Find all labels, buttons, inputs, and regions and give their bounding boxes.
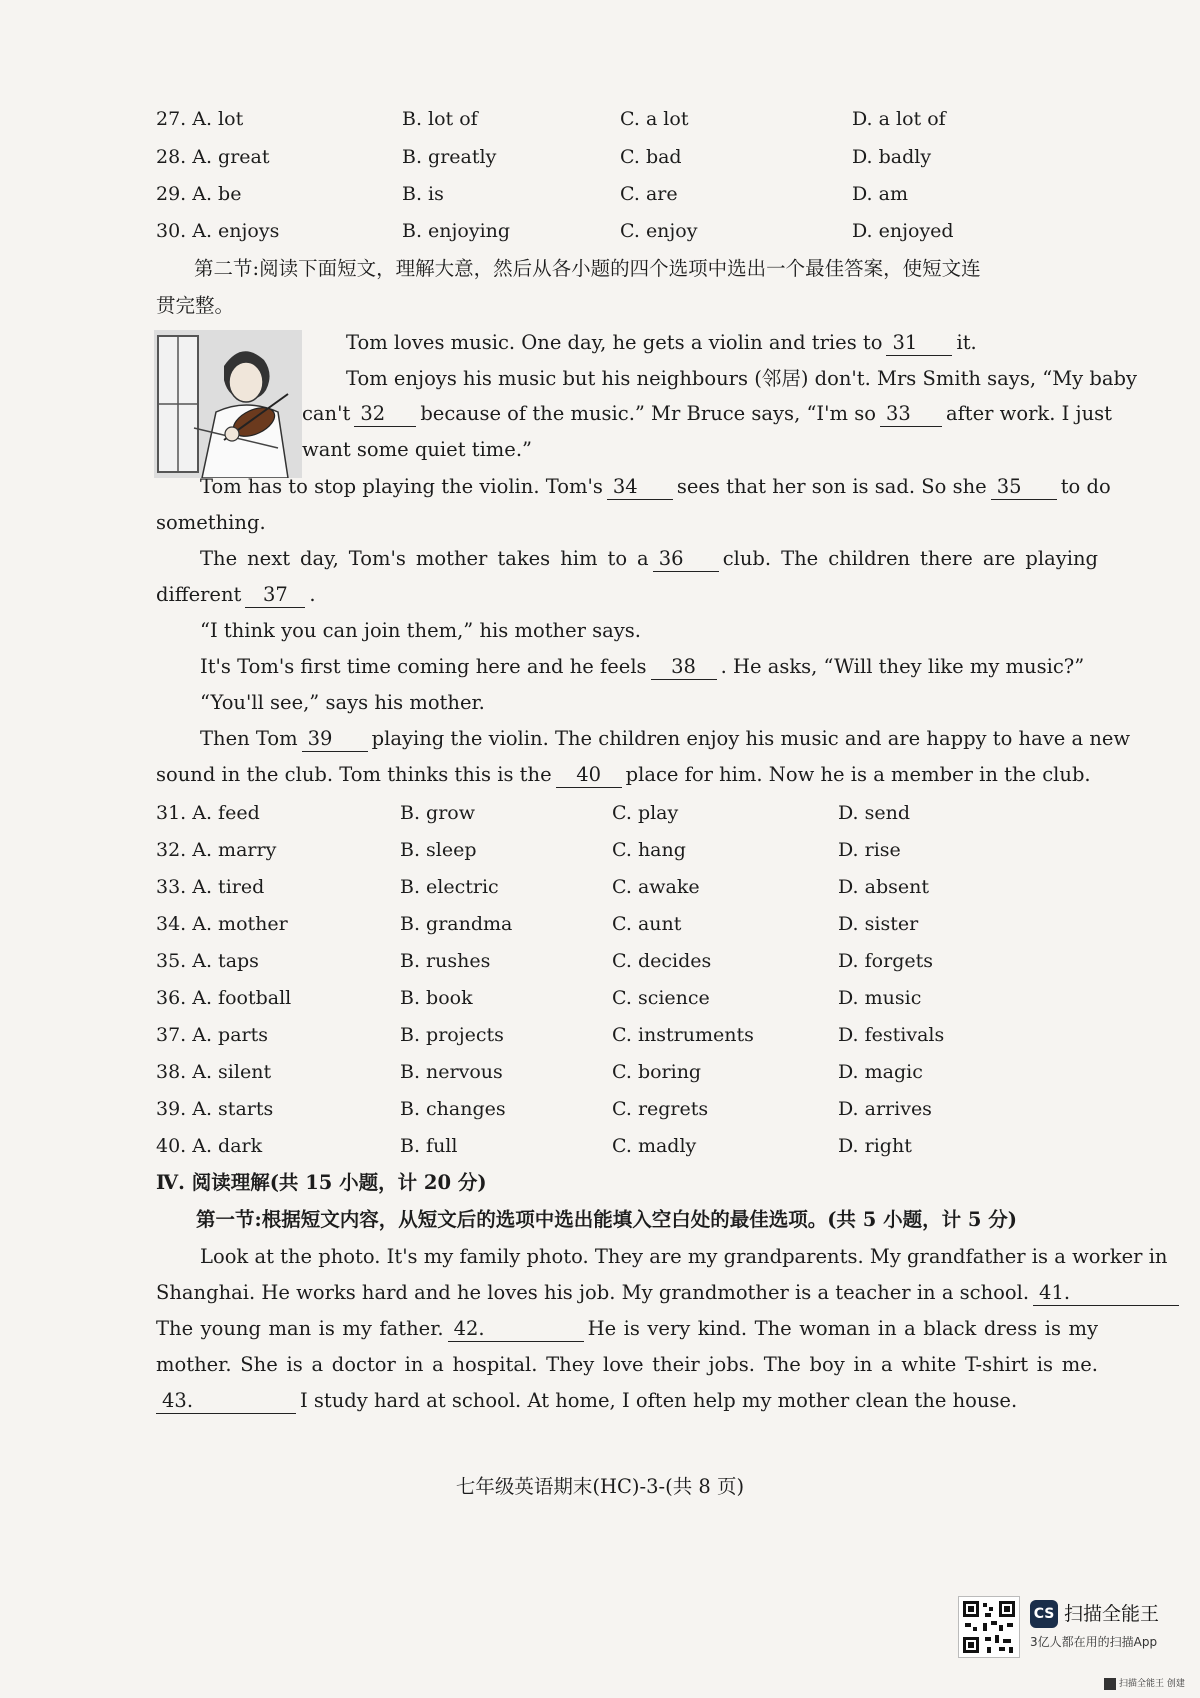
passage-line: something. (156, 511, 266, 534)
option-a: 29. A. be (156, 183, 242, 205)
option-a: 31. A. feed (156, 802, 260, 824)
option-a: 37. A. parts (156, 1024, 269, 1046)
option-c: C. instruments (612, 1024, 754, 1046)
option-b: B. book (400, 987, 473, 1009)
passage-line: Tom enjoys his music but his neighbours (邻居) don't. Mrs Smith says, “My baby (346, 367, 1137, 390)
option-c: C. decides (612, 950, 712, 972)
blank-34: 34 (607, 475, 673, 500)
option-c: C. hang (612, 839, 686, 861)
option-a: 33. A. tired (156, 876, 265, 898)
options-row-30 (0, 216, 1200, 246)
passage2-line: mother. She is a doctor in a hospital. They love their jobs. The boy in a white T-shirt is me. (156, 1353, 1098, 1376)
options-row-36 (0, 983, 1200, 1013)
option-b: B. rushes (400, 950, 491, 972)
section2-instruction: 第二节:阅读下面短文，理解大意，然后从各小题的四个选项中选出一个最佳答案，使短文连 (194, 257, 981, 280)
option-d: D. rise (838, 839, 901, 861)
options-row-33 (0, 872, 1200, 902)
option-a: 36. A. football (156, 987, 292, 1009)
options-row-28 (0, 142, 1200, 172)
option-d: D. badly (852, 146, 932, 168)
part4-section1-instruction: 第一节:根据短文内容，从短文后的选项中选出能填入空白处的最佳选项。(共 5 小题，计 5 分) (196, 1208, 1017, 1231)
blank-36: 36 (653, 547, 719, 572)
option-b: B. grow (400, 802, 475, 824)
passage2-line: Look at the photo. It's my family photo. They are my grandparents. My grandfather is a worker in (200, 1245, 1168, 1268)
passage-line: different 37 . (156, 583, 316, 606)
blank-31: 31 (886, 331, 952, 356)
passage2-line: The young man is my father. 42. He is very kind. The woman in a black dress is my (156, 1317, 1098, 1340)
blank-42: 42. (448, 1317, 584, 1342)
part4-title: Ⅳ. 阅读理解(共 15 小题，计 20 分) (156, 1171, 487, 1194)
option-b: B. electric (400, 876, 499, 898)
mini-qr-icon (1104, 1678, 1116, 1690)
option-c: C. awake (612, 876, 700, 898)
blank-33: 33 (880, 402, 942, 427)
option-b: B. lot of (402, 108, 478, 130)
options-row-38 (0, 1057, 1200, 1087)
option-a: 40. A. dark (156, 1135, 263, 1157)
option-d: D. music (838, 987, 922, 1009)
option-a: 34. A. mother (156, 913, 288, 935)
option-a: 28. A. great (156, 146, 270, 168)
option-c: C. play (612, 802, 679, 824)
option-d: D. am (852, 183, 908, 205)
option-d: D. enjoyed (852, 220, 954, 242)
option-b: B. grandma (400, 913, 513, 935)
option-d: D. send (838, 802, 911, 824)
option-c: C. boring (612, 1061, 702, 1083)
blank-43: 43. (156, 1389, 296, 1414)
blank-41: 41. (1033, 1281, 1179, 1306)
options-row-35 (0, 946, 1200, 976)
option-d: D. a lot of (852, 108, 946, 130)
corner-watermark (1104, 1676, 1194, 1692)
passage2-line: Shanghai. He works hard and he loves his job. My grandmother is a teacher in a school. 41. (156, 1278, 1183, 1308)
option-d: D. festivals (838, 1024, 945, 1046)
option-b: B. is (402, 183, 444, 205)
corner-watermark-text: 扫描全能王 创建 (1119, 1679, 1185, 1689)
option-b: B. nervous (400, 1061, 503, 1083)
option-a: 32. A. marry (156, 839, 277, 861)
option-d: D. forgets (838, 950, 933, 972)
passage-line: Tom loves music. One day, he gets a violin and tries to 31 it. (346, 331, 977, 354)
camscanner-logo: CS (1030, 1600, 1058, 1628)
option-c: C. bad (620, 146, 682, 168)
option-b: B. changes (400, 1098, 506, 1120)
blank-40: 40 (556, 763, 622, 788)
passage-line: want some quiet time.” (302, 438, 533, 461)
blank-32: 32 (354, 402, 416, 427)
option-d: D. sister (838, 913, 919, 935)
option-a: 35. A. taps (156, 950, 259, 972)
passage-line: It's Tom's first time coming here and he feels 38 . He asks, “Will they like my music?” (200, 655, 1085, 678)
options-row-34 (0, 909, 1200, 939)
passage-line: Tom has to stop playing the violin. Tom's 34 sees that her son is sad. So she 35 to do (200, 475, 1111, 498)
section2-instruction-cont: 贯完整。 (156, 294, 235, 317)
option-b: B. full (400, 1135, 458, 1157)
option-b: B. projects (400, 1024, 504, 1046)
option-c: C. are (620, 183, 678, 205)
option-c: C. regrets (612, 1098, 709, 1120)
option-a: 27. A. lot (156, 108, 244, 130)
option-c: C. madly (612, 1135, 697, 1157)
option-c: C. science (612, 987, 710, 1009)
option-d: D. absent (838, 876, 929, 898)
option-a: 30. A. enjoys (156, 220, 280, 242)
scanner-watermark (958, 1596, 1178, 1672)
boy-violin-illustration (154, 330, 302, 478)
options-row-37 (0, 1020, 1200, 1050)
options-row-39 (0, 1094, 1200, 1124)
option-a: 39. A. starts (156, 1098, 274, 1120)
blank-35: 35 (991, 475, 1057, 500)
options-row-40 (0, 1131, 1200, 1161)
option-b: B. sleep (400, 839, 477, 861)
camscanner-name: 扫描全能王 (1064, 1603, 1160, 1625)
passage-line: can't 32 because of the music.” Mr Bruce says, “I'm so 33 after work. I just (302, 402, 1112, 425)
option-b: B. enjoying (402, 220, 511, 242)
option-b: B. greatly (402, 146, 497, 168)
option-d: D. magic (838, 1061, 923, 1083)
blank-37: 37 (245, 583, 305, 608)
passage-line: “I think you can join them,” his mother says. (200, 619, 642, 642)
option-c: C. a lot (620, 108, 689, 130)
option-d: D. right (838, 1135, 912, 1157)
option-c: C. aunt (612, 913, 682, 935)
blank-38: 38 (651, 655, 717, 680)
option-c: C. enjoy (620, 220, 698, 242)
options-row-31 (0, 798, 1200, 828)
passage2-line: 43. I study hard at school. At home, I often help my mother clean the house. (156, 1386, 1017, 1416)
blank-39: 39 (302, 727, 368, 752)
passage-line: Then Tom 39 playing the violin. The children enjoy his music and are happy to have a new (200, 727, 1131, 750)
passage-line: sound in the club. Tom thinks this is the 40 place for him. Now he is a member in the club. (156, 763, 1091, 786)
passage-line: The next day, Tom's mother takes him to a 36 club. The children there are playing (200, 547, 1098, 570)
option-a: 38. A. silent (156, 1061, 272, 1083)
page-footer: 七年级英语期末(HC)-3-(共 8 页) (455, 1475, 745, 1498)
options-row-27 (0, 104, 1200, 134)
options-row-29 (0, 179, 1200, 209)
passage-line: “You'll see,” says his mother. (200, 691, 485, 714)
camscanner-tagline: 3亿人都在用的扫描App (1030, 1635, 1158, 1649)
qr-code-icon (958, 1596, 1020, 1658)
option-d: D. arrives (838, 1098, 932, 1120)
options-row-32 (0, 835, 1200, 865)
